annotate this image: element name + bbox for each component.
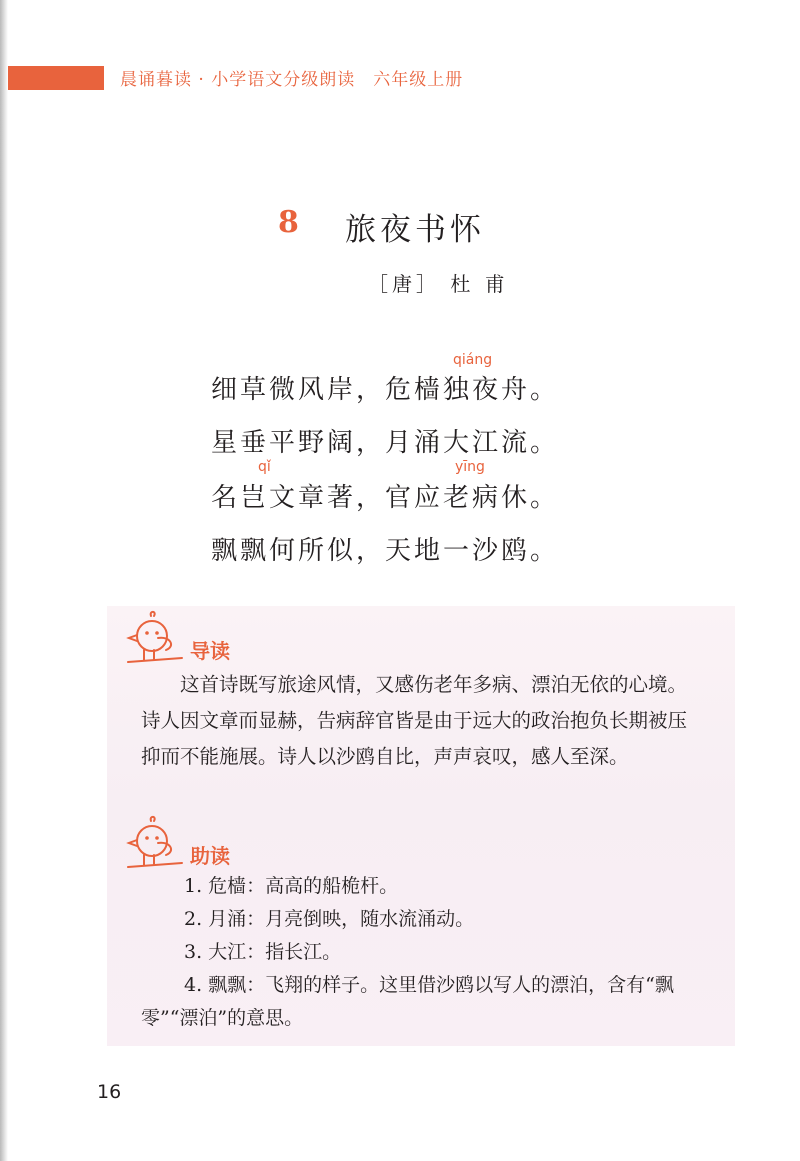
poem-line: 名岂文章著，官应老病休。 <box>211 483 560 513</box>
pinyin-annotation: yīng <box>455 459 485 475</box>
book-spine-shadow <box>0 0 8 1161</box>
note-item: 3. 大江：指长江。 <box>184 941 342 963</box>
notes-heading: 助读 <box>190 844 230 868</box>
pinyin-annotation: qiáng <box>453 352 493 368</box>
poem-line: 细草微风岸，危樯独夜舟。 <box>211 375 560 405</box>
poem-author: ［唐］ 杜 甫 <box>368 272 509 296</box>
note-item: 2. 月涌：月亮倒映，随水流涌动。 <box>184 908 475 930</box>
poem-line: 飘飘何所似，天地一沙鸥。 <box>211 536 560 566</box>
note-item: 4. 飘飘：飞翔的样子。这里借沙鸥以写人的漂泊，含有“飘零”“漂泊”的意思。 <box>141 974 674 1029</box>
bird-icon <box>124 815 184 873</box>
pinyin-annotation: qǐ <box>258 459 271 475</box>
header-title: 晨诵暮读 · 小学语文分级朗读 六年级上册 <box>120 70 464 90</box>
note-item: 1. 危樯：高高的船桅杆。 <box>184 875 399 897</box>
lesson-number: 8 <box>278 205 299 240</box>
guide-heading: 导读 <box>190 639 230 663</box>
poem-title: 旅夜书怀 <box>345 212 485 248</box>
header-accent-bar <box>8 66 104 90</box>
guide-paragraph: 这首诗既写旅途风情，又感伤老年多病、漂泊无依的心境。诗人因文章而显赫，告病辞官皆是由于远大的政治抱负长期被压抑而不能施展。诗人以沙鸥自比，声声哀叹，感人至深。 <box>141 673 688 768</box>
page-number: 16 <box>97 1081 122 1103</box>
bird-icon <box>124 610 184 668</box>
poem-line: 星垂平野阔，月涌大江流。 <box>211 428 560 458</box>
